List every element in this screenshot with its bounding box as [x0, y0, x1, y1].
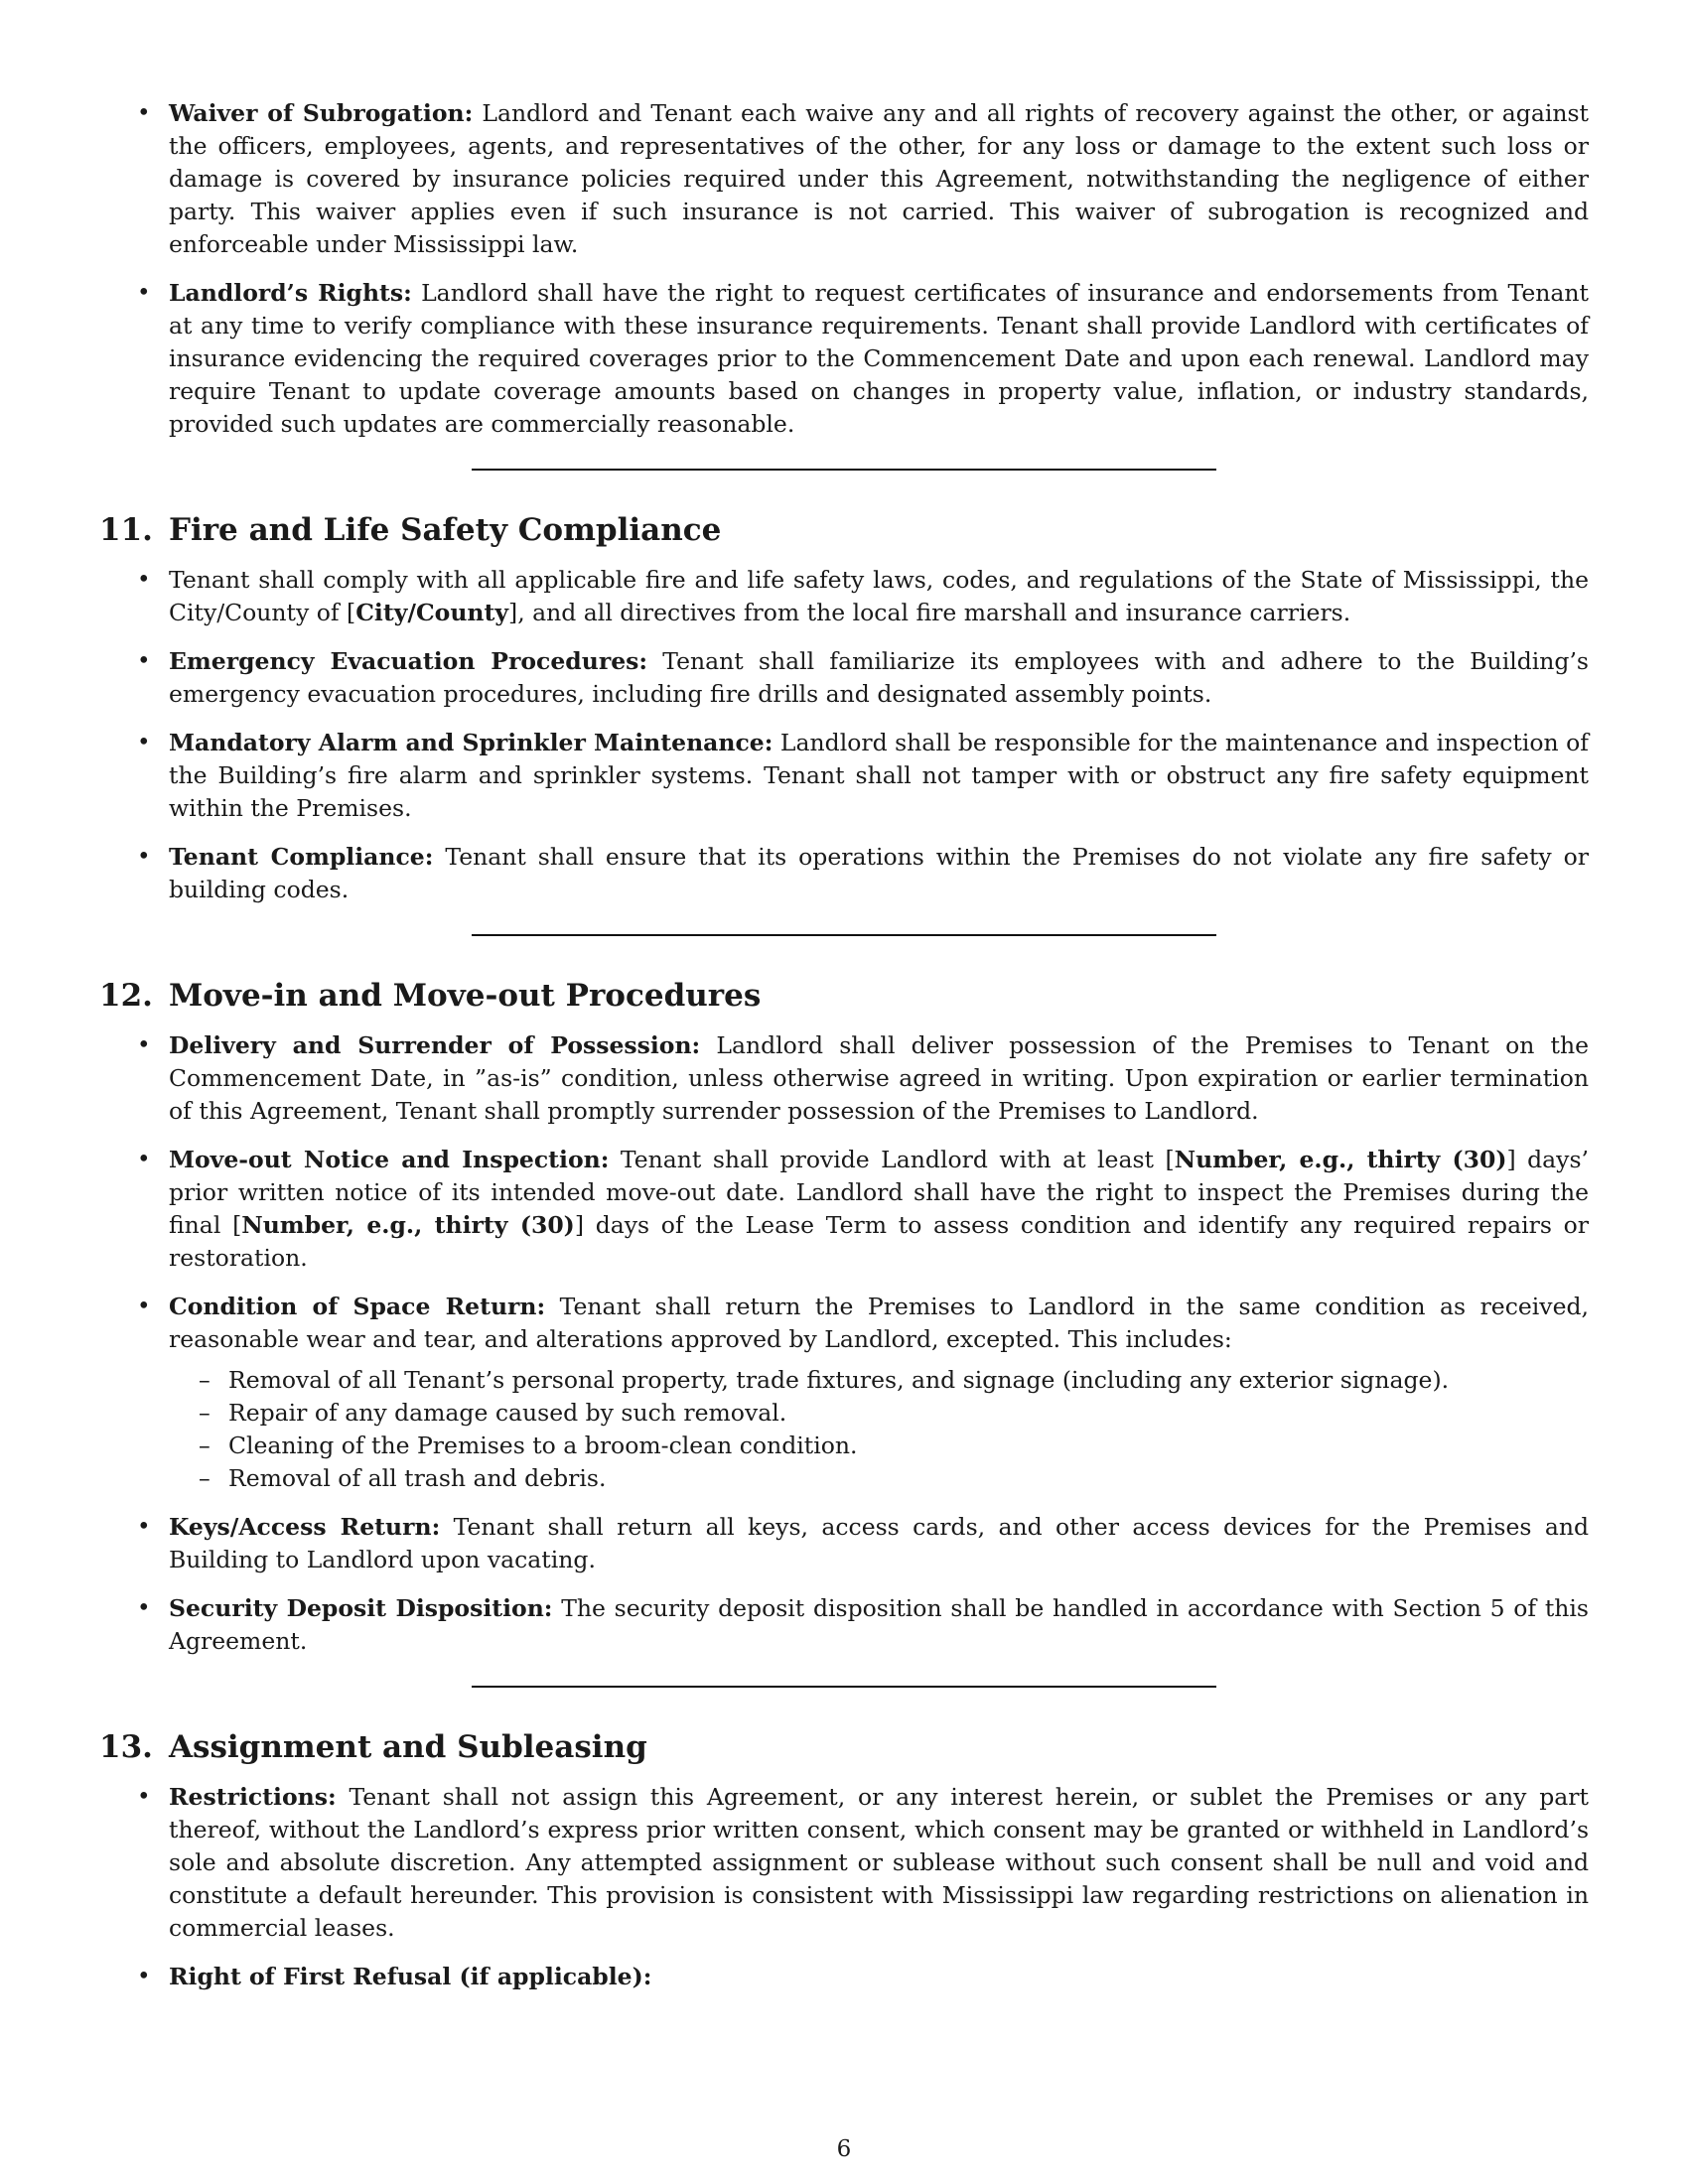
item-label: Security Deposit Disposition:: [169, 1594, 553, 1622]
item-text: Landlord and Tenant each waive any and all rights of recovery against the other, or against the officers, employees, agents, and representatives of the other, for any loss or damage to the extent such loss or damage is covered by insurance policies required under this Agreement, notwithstanding the negligence of either party. This waiver applies even if such insurance is not carried. This waiver of subrogation is recognized and enforceable under Mississippi law.: [169, 99, 1589, 258]
list-item-condition-of-space: [99, 1291, 1589, 1495]
list-item-fire-compliance-intro: • Tenant shall comply with all applicable fire and life safety laws, codes, and regulations of the State of Mississippi, the City/County of [City/County], and all directives from the local fire marshall and insurance carriers.: [99, 564, 1589, 629]
placeholder-inspection-days: Number, e.g., thirty (30): [241, 1211, 575, 1239]
item-label: Waiver of Subrogation:: [169, 99, 474, 127]
section-10-list: [99, 97, 1589, 441]
condition-sublist: [169, 1364, 1589, 1495]
sublist-item: – Repair of any damage caused by such removal.: [169, 1397, 1589, 1430]
list-item-restrictions: [99, 1781, 1589, 1945]
item-label: Condition of Space Return:: [169, 1293, 546, 1320]
item-text: days’ prior written notice of its intended move-out date. Landlord shall have the right to inspect the Premises during the final: [169, 1146, 1589, 1239]
sublist-item: – Removal of all Tenant’s personal property, trade fixtures, and signage (including any exterior signage).: [169, 1364, 1589, 1397]
list-item-move-out-notice: • Move-out Notice and Inspection: Tenant shall provide Landlord with at least [Number, e.g., thirty (30)] days’ prior written notice of its intended move-out date. Landlord shall have the right to inspect the Premises during the final [Number, e.g., thirty (30)] days of the Lease Term to assess condition and identify any required repairs or restoration.: [99, 1144, 1589, 1275]
sublist-item: – Removal of all trash and debris.: [169, 1462, 1589, 1495]
item-label: Delivery and Surrender of Possession:: [169, 1031, 701, 1059]
section-title: Assignment and Subleasing: [168, 1729, 647, 1765]
section-13-heading: [99, 1727, 1589, 1767]
section-title: Move-in and Move-out Procedures: [168, 978, 762, 1014]
list-item-alarm-sprinkler: [99, 727, 1589, 825]
item-label: Tenant Compliance:: [169, 843, 434, 871]
section-number: 13.: [99, 1729, 153, 1765]
sublist-item: – Cleaning of the Premises to a broom-clean condition.: [169, 1430, 1589, 1462]
section-13-list: [99, 1781, 1589, 1993]
list-item-waiver-of-subrogation: [99, 97, 1589, 261]
list-item-security-deposit: [99, 1592, 1589, 1658]
section-11-heading: [99, 510, 1589, 550]
section-title: Fire and Life Safety Compliance: [168, 512, 722, 548]
page-content: [99, 97, 1589, 2009]
item-text: days of the Lease Term to assess condition and identify any required repairs or restoration.: [169, 1211, 1589, 1272]
list-item-emergency-evacuation: [99, 645, 1589, 711]
section-number: 12.: [99, 978, 153, 1014]
item-text: Tenant shall familiarize its employees with and adhere to the Building’s emergency evacuation procedures, including fire drills and designated assembly points.: [169, 647, 1589, 708]
section-12-heading: [99, 976, 1589, 1016]
item-text: Tenant shall comply with all applicable fire and life safety laws, codes, and regulations of the State of Mississippi, the City/County of: [169, 566, 1589, 626]
item-label: Emergency Evacuation Procedures:: [169, 647, 648, 675]
placeholder-city-county: City/County: [355, 599, 509, 626]
item-label: Keys/Access Return:: [169, 1513, 441, 1541]
list-item-keys-access-return: [99, 1511, 1589, 1576]
item-label: Mandatory Alarm and Sprinkler Maintenance:: [169, 729, 774, 756]
item-label: Landlord’s Rights:: [169, 279, 412, 307]
item-text: Tenant shall ensure that its operations within the Premises do not violate any fire safety or building codes.: [169, 843, 1589, 903]
item-text: Landlord shall be responsible for the maintenance and inspection of the Building’s fire alarm and sprinkler systems. Tenant shall not tamper with or obstruct any fire safety equipment within the Premises.: [169, 729, 1589, 822]
item-text: Tenant shall return all keys, access cards, and other access devices for the Premises and Building to Landlord upon vacating.: [169, 1513, 1590, 1573]
list-item-tenant-compliance: [99, 841, 1589, 906]
list-item-landlords-rights: [99, 277, 1589, 441]
section-divider: [472, 934, 1216, 936]
item-label: Move-out Notice and Inspection:: [169, 1146, 610, 1173]
section-12-list: [99, 1029, 1589, 1658]
section-number: 11.: [99, 512, 153, 548]
section-divider: [472, 469, 1216, 471]
item-text: Landlord shall deliver possession of the Premises to Tenant on the Commencement Date, in ”as-is” condition, unless otherwise agreed in writing. Upon expiration or earlier termination of this Agreement, Tenant shall promptly surrender possession of the Premises to Landlord.: [169, 1031, 1589, 1125]
item-text: Tenant shall provide Landlord with at least: [609, 1146, 1166, 1173]
item-label: Right of First Refusal (if applicable):: [169, 1963, 652, 1990]
item-text: The security deposit disposition shall be handled in accordance with Section 5 of this Agreement.: [169, 1594, 1589, 1655]
item-text: , and all directives from the local fire marshall and insurance carriers.: [517, 599, 1351, 626]
placeholder-notice-days: Number, e.g., thirty (30): [1174, 1146, 1507, 1173]
section-divider: [472, 1686, 1216, 1688]
page-number: 6: [836, 2136, 852, 2162]
list-item-delivery-surrender: [99, 1029, 1589, 1128]
item-text: Tenant shall not assign this Agreement, or any interest herein, or sublet the Premises or any part thereof, without the Landlord’s express prior written consent, which consent may be granted or withheld in Landlord’s sole and absolute discretion. Any attempted assignment or sublease without such consent shall be null and void and constitute a default hereunder. This provision is consistent with Mississippi law regarding restrictions on alienation in commercial leases.: [169, 1783, 1589, 1942]
item-text: Tenant shall return the Premises to Landlord in the same condition as received, reasonable wear and tear, and alterations approved by Landlord, excepted. This includes:: [169, 1293, 1589, 1353]
item-text: Landlord shall have the right to request certificates of insurance and endorsements from Tenant at any time to verify compliance with these insurance requirements. Tenant shall provide Landlord with certificates of insurance evidencing the required coverages prior to the Commencement Date and upon each renewal. Landlord may require Tenant to update coverage amounts based on changes in property value, inflation, or industry standards, provided such updates are commercially reasonable.: [169, 279, 1589, 438]
list-item-right-of-first-refusal: [99, 1961, 1589, 1993]
item-label: Restrictions:: [169, 1783, 337, 1811]
section-11-list: [99, 564, 1589, 906]
